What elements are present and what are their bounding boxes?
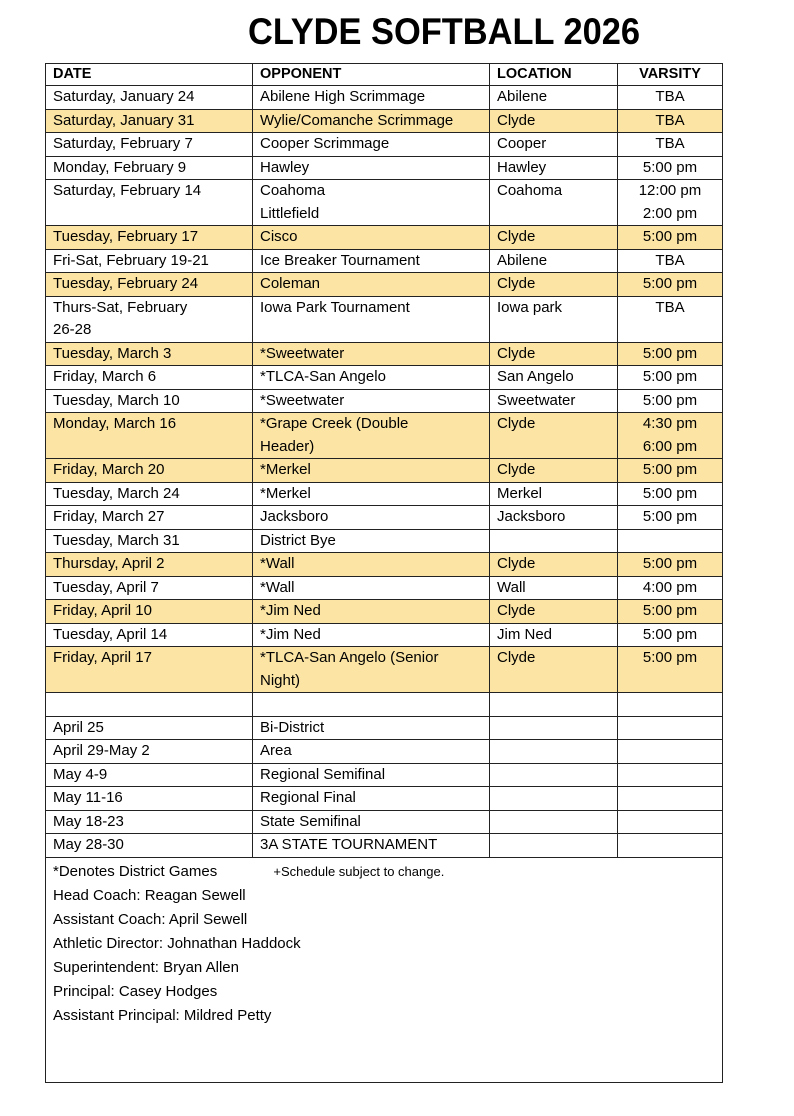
cell-opponent-line: 3A STATE TOURNAMENT [260, 836, 438, 853]
cell-date-line: May 18-23 [53, 812, 124, 830]
cell-opponent [253, 180, 490, 226]
cell-opponent [253, 86, 490, 110]
cell-varsity-line: TBA [655, 88, 685, 105]
cell-location: Clyde [490, 600, 618, 624]
cell-opponent [253, 716, 490, 740]
cell-date-line: Tuesday, April 14 [53, 625, 168, 643]
table-row [46, 389, 723, 413]
cell-date-line: Fri-Sat, February 19-21 [53, 251, 209, 269]
cell-date-line: Tuesday, March 10 [53, 391, 180, 409]
cell-varsity-line: 5:00 pm [642, 508, 698, 525]
cell-date [46, 482, 253, 506]
cell-location: Coahoma [490, 180, 618, 226]
cell-opponent [253, 506, 490, 530]
table-row [46, 180, 723, 226]
cell-opponent-line: Header) [260, 437, 315, 455]
cell-opponent [253, 647, 490, 693]
cell-date [46, 389, 253, 413]
cell-opponent [253, 763, 490, 787]
table-row [46, 506, 723, 530]
cell-location: Clyde [490, 413, 618, 459]
cell-date-line: Thurs-Sat, February [53, 298, 188, 316]
cell-opponent-line: Iowa Park Tournament [260, 298, 410, 316]
cell-date [46, 133, 253, 157]
header-opponent: OPPONENT [253, 64, 490, 86]
cell-location [490, 693, 618, 717]
cell-varsity [618, 156, 723, 180]
cell-opponent [253, 529, 490, 553]
cell-date-line: May 4-9 [53, 765, 108, 783]
cell-location: Clyde [490, 273, 618, 297]
cell-date [46, 834, 253, 858]
cell-varsity-line [625, 530, 715, 553]
cell-date [46, 366, 253, 390]
cell-opponent [253, 413, 490, 459]
cell-opponent-line: Cooper Scrimmage [260, 135, 390, 152]
cell-date-line: Friday, April 17 [53, 649, 152, 666]
cell-opponent-line: *TLCA-San Angelo [260, 368, 386, 385]
cell-opponent [253, 273, 490, 297]
table-row [46, 482, 723, 506]
table-row [46, 576, 723, 600]
header-date: DATE [46, 64, 253, 86]
cell-location [490, 763, 618, 787]
cell-date-line: Friday, March 6 [53, 368, 157, 385]
page-title: CLYDE SOFTBALL 2026 [248, 11, 641, 52]
cell-date [46, 273, 253, 297]
cell-varsity-line: 5:00 pm [642, 344, 698, 362]
cell-varsity-line: 5:00 pm [642, 602, 698, 619]
cell-location [490, 529, 618, 553]
cell-varsity-line [625, 717, 715, 740]
cell-date [46, 787, 253, 811]
cell-date-line: Tuesday, February 24 [53, 275, 199, 292]
cell-date-line: April 25 [53, 718, 104, 736]
cell-location [490, 716, 618, 740]
district-games-note: *Denotes District Games [53, 862, 218, 880]
cell-date [46, 156, 253, 180]
cell-varsity [618, 647, 723, 693]
table-row [46, 459, 723, 483]
cell-varsity [618, 693, 723, 717]
cell-varsity-line [625, 834, 715, 857]
cell-varsity-line: TBA [655, 298, 685, 316]
cell-varsity [618, 109, 723, 133]
cell-location [490, 787, 618, 811]
cell-date-line: Thursday, April 2 [53, 555, 165, 572]
cell-varsity-line: 5:00 pm [642, 275, 698, 292]
cell-date-line: May 11-16 [53, 789, 123, 806]
cell-date-line: Saturday, February 7 [53, 135, 193, 152]
cell-varsity [618, 366, 723, 390]
staff-athletic-director: Athletic Director: Johnathan Haddock [53, 934, 301, 952]
notes-row [46, 857, 723, 1082]
cell-date-line: Saturday, January 24 [53, 88, 195, 105]
cell-varsity [618, 763, 723, 787]
cell-varsity-line: 5:00 pm [642, 649, 698, 666]
cell-opponent-line: District Bye [260, 531, 336, 549]
cell-date-line: Friday, March 20 [53, 461, 165, 478]
cell-date-line: Tuesday, February 17 [53, 228, 199, 245]
cell-opponent [253, 296, 490, 342]
cell-varsity [618, 576, 723, 600]
cell-location: Jacksboro [490, 506, 618, 530]
cell-date [46, 459, 253, 483]
cell-varsity-line [625, 787, 715, 810]
cell-varsity-line [625, 764, 715, 787]
cell-opponent [253, 226, 490, 250]
cell-varsity-line: TBA [655, 111, 685, 129]
cell-opponent-line: Night) [260, 671, 301, 689]
cell-date [46, 529, 253, 553]
cell-date [46, 109, 253, 133]
cell-date [46, 413, 253, 459]
cell-date-line: Monday, March 16 [53, 415, 177, 432]
cell-opponent-line: *Merkel [260, 484, 311, 502]
cell-date-line: Friday, March 27 [53, 508, 165, 525]
cell-varsity-line: 5:00 pm [642, 461, 698, 478]
cell-opponent-line: *Merkel [260, 461, 311, 478]
cell-location: Iowa park [490, 296, 618, 342]
table-row [46, 787, 723, 811]
cell-location [490, 740, 618, 764]
table-row [46, 600, 723, 624]
table-row [46, 834, 723, 858]
cell-opponent-line: *Jim Ned [260, 602, 321, 619]
cell-date-line: May 28-30 [53, 836, 124, 853]
cell-location: Merkel [490, 482, 618, 506]
table-row [46, 647, 723, 693]
cell-opponent [253, 482, 490, 506]
cell-varsity [618, 459, 723, 483]
cell-varsity-line: TBA [655, 135, 685, 152]
cell-date [46, 506, 253, 530]
table-header-row [46, 64, 723, 86]
cell-varsity [618, 834, 723, 858]
cell-varsity-line: 5:00 pm [642, 555, 698, 572]
schedule-body [46, 86, 723, 858]
cell-location: Clyde [490, 226, 618, 250]
cell-date [46, 296, 253, 342]
cell-varsity-line: 5:00 pm [642, 484, 698, 502]
cell-date [46, 249, 253, 273]
cell-opponent-line: Area [260, 742, 292, 759]
table-row [46, 156, 723, 180]
cell-varsity-line: 5:00 pm [642, 368, 698, 385]
schedule-table [45, 63, 723, 1083]
cell-varsity [618, 249, 723, 273]
cell-opponent-line [260, 693, 482, 716]
cell-varsity [618, 273, 723, 297]
cell-location: San Angelo [490, 366, 618, 390]
cell-opponent-line: Ice Breaker Tournament [260, 251, 420, 269]
table-row [46, 273, 723, 297]
cell-varsity [618, 716, 723, 740]
table-row [46, 623, 723, 647]
cell-varsity-line: 4:30 pm [642, 415, 698, 432]
cell-varsity-line: 2:00 pm [642, 204, 698, 222]
cell-varsity [618, 506, 723, 530]
cell-varsity [618, 787, 723, 811]
cell-date [46, 647, 253, 693]
cell-location: Hawley [490, 156, 618, 180]
cell-location: Sweetwater [490, 389, 618, 413]
cell-opponent-line: *Sweetwater [260, 344, 345, 362]
cell-opponent [253, 693, 490, 717]
cell-opponent [253, 133, 490, 157]
notes-legend [53, 860, 715, 884]
cell-varsity [618, 529, 723, 553]
cell-varsity-line: TBA [655, 251, 685, 269]
staff-assistant-principal: Assistant Principal: Mildred Petty [53, 1006, 272, 1024]
cell-date-line [53, 693, 245, 716]
cell-varsity-line [625, 693, 715, 716]
table-row [46, 226, 723, 250]
cell-date [46, 342, 253, 366]
cell-opponent [253, 249, 490, 273]
cell-varsity [618, 553, 723, 577]
cell-date [46, 553, 253, 577]
cell-opponent [253, 787, 490, 811]
cell-date-line: Monday, February 9 [53, 158, 187, 176]
cell-varsity [618, 623, 723, 647]
cell-opponent-line: Jacksboro [260, 508, 329, 525]
cell-date [46, 576, 253, 600]
cell-date [46, 226, 253, 250]
cell-varsity [618, 482, 723, 506]
cell-date [46, 623, 253, 647]
cell-date [46, 180, 253, 226]
cell-opponent [253, 740, 490, 764]
cell-opponent-line: *TLCA-San Angelo (Senior [260, 649, 439, 666]
cell-date [46, 716, 253, 740]
cell-date [46, 810, 253, 834]
table-row [46, 763, 723, 787]
cell-location: Clyde [490, 553, 618, 577]
cell-opponent-line: Abilene High Scrimmage [260, 88, 426, 105]
cell-location: Abilene [490, 86, 618, 110]
table-row [46, 529, 723, 553]
cell-opponent-line: Littlefield [260, 204, 320, 222]
cell-opponent-line: Regional Final [260, 789, 356, 806]
cell-date-line: 26-28 [53, 321, 92, 338]
cell-opponent [253, 459, 490, 483]
cell-date [46, 763, 253, 787]
cell-varsity-line [625, 811, 715, 834]
cell-varsity [618, 342, 723, 366]
cell-opponent [253, 600, 490, 624]
cell-varsity [618, 810, 723, 834]
cell-varsity-line [625, 740, 715, 763]
cell-varsity-line: 5:00 pm [642, 228, 698, 245]
cell-location: Clyde [490, 109, 618, 133]
cell-varsity-line: 5:00 pm [642, 391, 698, 409]
cell-varsity [618, 86, 723, 110]
cell-date-line: Saturday, February 14 [53, 182, 202, 199]
table-row [46, 86, 723, 110]
cell-date-line: April 29-May 2 [53, 742, 150, 759]
cell-opponent-line: Regional Semifinal [260, 765, 386, 783]
cell-date [46, 693, 253, 717]
cell-location: Jim Ned [490, 623, 618, 647]
cell-location: Abilene [490, 249, 618, 273]
cell-date [46, 600, 253, 624]
table-row [46, 296, 723, 342]
table-row [46, 740, 723, 764]
cell-opponent [253, 623, 490, 647]
cell-opponent [253, 576, 490, 600]
cell-opponent [253, 553, 490, 577]
cell-date-line: Tuesday, April 7 [53, 578, 159, 596]
cell-date [46, 740, 253, 764]
table-row [46, 342, 723, 366]
cell-varsity-line: 5:00 pm [642, 158, 698, 176]
cell-location [490, 834, 618, 858]
cell-location: Clyde [490, 459, 618, 483]
cell-opponent [253, 810, 490, 834]
staff-superintendent: Superintendent: Bryan Allen [53, 958, 239, 976]
cell-varsity [618, 133, 723, 157]
cell-opponent-line: *Wall [260, 555, 295, 572]
table-row [46, 109, 723, 133]
staff-principal: Principal: Casey Hodges [53, 982, 218, 1000]
cell-opponent-line: *Grape Creek (Double [260, 415, 409, 432]
table-row [46, 693, 723, 717]
cell-opponent [253, 366, 490, 390]
table-row [46, 413, 723, 459]
cell-opponent-line: Coahoma [260, 182, 326, 199]
cell-varsity [618, 600, 723, 624]
cell-date-line: Saturday, January 31 [53, 111, 195, 129]
cell-opponent-line: Hawley [260, 158, 310, 176]
table-row [46, 133, 723, 157]
cell-varsity [618, 226, 723, 250]
table-row [46, 249, 723, 273]
cell-opponent-line: Bi-District [260, 718, 325, 736]
cell-opponent [253, 156, 490, 180]
cell-date-line: Tuesday, March 31 [53, 531, 180, 549]
cell-varsity [618, 389, 723, 413]
cell-opponent-line: State Semifinal [260, 812, 361, 830]
cell-opponent-line: Coleman [260, 275, 321, 292]
staff-assistant-coach: Assistant Coach: April Sewell [53, 910, 248, 928]
table-row [46, 716, 723, 740]
cell-location: Wall [490, 576, 618, 600]
cell-opponent [253, 109, 490, 133]
cell-date-line: Tuesday, March 24 [53, 484, 180, 502]
cell-location: Clyde [490, 647, 618, 693]
table-row [46, 366, 723, 390]
cell-varsity-line: 6:00 pm [642, 437, 698, 455]
schedule-change-note: +Schedule subject to change. [273, 863, 445, 879]
header-varsity: VARSITY [618, 64, 723, 86]
cell-location: Clyde [490, 342, 618, 366]
cell-varsity [618, 296, 723, 342]
cell-opponent-line: Cisco [260, 228, 298, 245]
table-row [46, 810, 723, 834]
cell-opponent [253, 389, 490, 413]
cell-opponent [253, 342, 490, 366]
cell-location: Cooper [490, 133, 618, 157]
cell-date-line: Friday, April 10 [53, 602, 152, 619]
table-row [46, 553, 723, 577]
cell-varsity-line: 12:00 pm [638, 182, 702, 199]
cell-opponent-line: Wylie/Comanche Scrimmage [260, 111, 454, 129]
notes-cell [46, 857, 723, 1082]
cell-location [490, 810, 618, 834]
cell-varsity [618, 413, 723, 459]
staff-head-coach: Head Coach: Reagan Sewell [53, 886, 246, 904]
cell-opponent-line: *Sweetwater [260, 391, 345, 409]
cell-date-line: Tuesday, March 3 [53, 344, 172, 362]
cell-varsity-line: 4:00 pm [642, 578, 698, 596]
cell-varsity-line: 5:00 pm [642, 625, 698, 643]
cell-opponent-line: *Jim Ned [260, 625, 321, 643]
header-location: LOCATION [490, 64, 618, 86]
cell-opponent-line: *Wall [260, 578, 295, 596]
cell-varsity [618, 180, 723, 226]
cell-date [46, 86, 253, 110]
cell-opponent [253, 834, 490, 858]
cell-varsity [618, 740, 723, 764]
